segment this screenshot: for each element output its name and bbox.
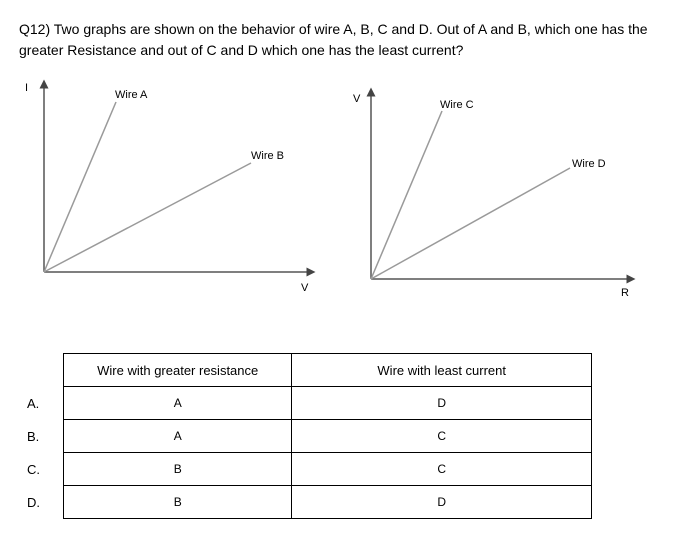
option-a-label[interactable]: A. (27, 396, 40, 411)
wire-c-label: Wire C (440, 99, 474, 111)
header-greater-resistance: Wire with greater resistance (64, 354, 292, 387)
graph2-x-axis-label: R (621, 287, 629, 299)
wire-b-label: Wire B (251, 150, 284, 162)
table-header-row (64, 354, 592, 387)
row-d-current: D (292, 486, 592, 519)
question-text: Q12) Two graphs are shown on the behavior of wire A, B, C and D. Out of A and B, which one has the greater Resistance and out of C and D which one has the least current? (19, 21, 648, 58)
row-b-resistance: A (64, 420, 292, 453)
option-d-label[interactable]: D. (27, 495, 40, 510)
row-b-current: C (292, 420, 592, 453)
graph-1 (25, 82, 311, 294)
row-c-resistance: B (64, 453, 292, 486)
graph1-y-axis-label: I (25, 82, 29, 94)
option-c-label[interactable]: C. (27, 462, 40, 477)
row-d-resistance: B (64, 486, 292, 519)
row-c-current: C (292, 453, 592, 486)
table-row[interactable] (64, 420, 592, 453)
wire-b-line (44, 163, 251, 272)
answer-table (63, 353, 592, 519)
wire-d-line (371, 168, 570, 279)
table-row[interactable] (64, 486, 592, 519)
wire-d-label: Wire D (572, 158, 606, 170)
table-row[interactable] (64, 453, 592, 486)
row-a-resistance: A (64, 387, 292, 420)
graph1-x-axis-label: V (301, 282, 309, 294)
table-row[interactable] (64, 387, 592, 420)
row-a-current: D (292, 387, 592, 420)
header-least-current: Wire with least current (292, 354, 592, 387)
graph-2 (353, 92, 631, 299)
wire-a-label: Wire A (115, 89, 148, 101)
wire-c-line (371, 111, 442, 279)
wire-a-line (44, 102, 116, 272)
option-b-label[interactable]: B. (27, 429, 40, 444)
graph2-y-axis-label: V (353, 93, 361, 105)
